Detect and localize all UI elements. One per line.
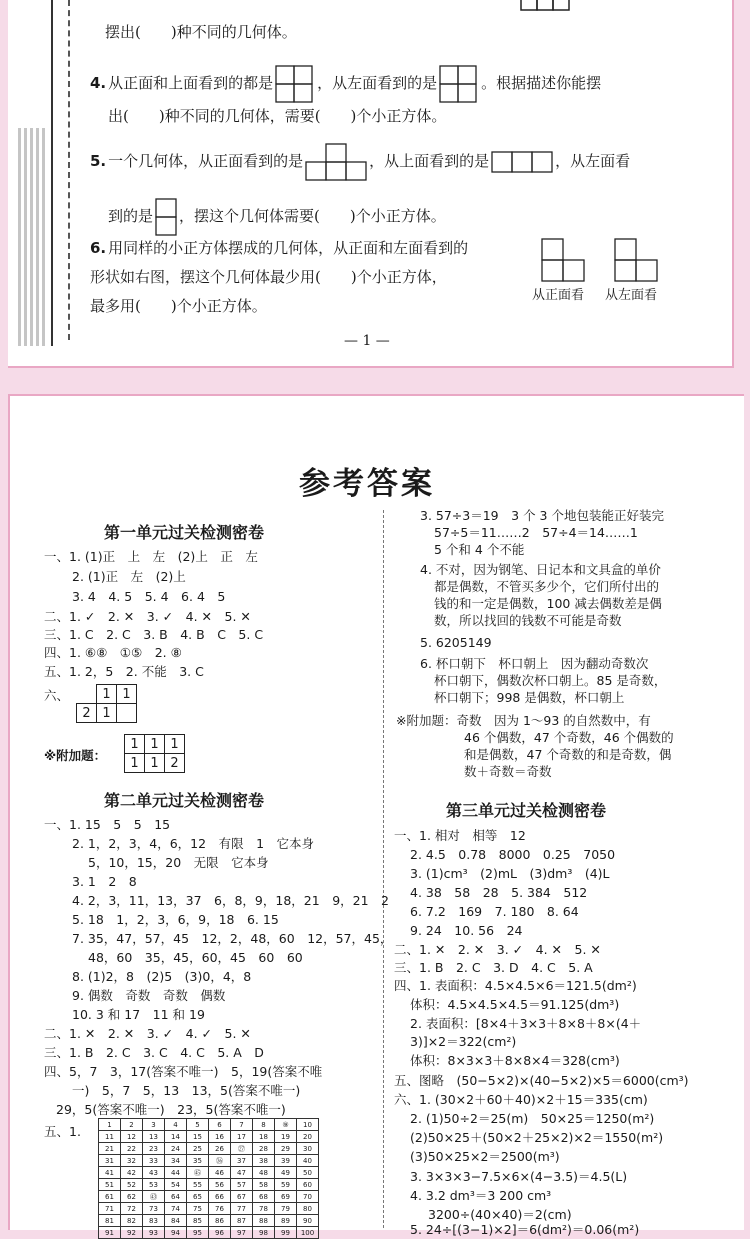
unit3-line: 3. (1)cm³ (2)mL (3)dm³ (4)L: [410, 866, 610, 881]
hundred-grid-cell: 67: [231, 1191, 253, 1203]
q4-number: 4.: [90, 74, 107, 92]
hundred-grid-cell: 92: [121, 1227, 143, 1239]
unit1-line: 一、1. (1)正 上 左 (2)上 正 左: [44, 549, 258, 564]
hundred-grid-cell: 23: [143, 1143, 165, 1155]
hundred-grid-cell: 30: [297, 1143, 319, 1155]
hundred-grid-cell: 43: [143, 1167, 165, 1179]
unit1-line: 四、1. ⑥⑧ ①⑤ 2. ⑧: [44, 645, 182, 660]
hundred-grid-cell: 85: [187, 1215, 209, 1227]
hundred-grid-row: [99, 1119, 319, 1131]
unit3-line: 三、1. B 2. C 3. D 4. C 5. A: [394, 960, 593, 975]
q3-tail: 摆出( )种不同的几何体。: [105, 23, 297, 41]
unit1-line: 五、1. 2，5 2. 不能 3. C: [44, 664, 204, 679]
hundred-grid-cell: ㊸: [143, 1191, 165, 1203]
unit2-line: 二、1. ✕ 2. ✕ 3. ✓ 4. ✓ 5. ✕: [44, 1026, 251, 1041]
hundred-grid-row: [99, 1131, 319, 1143]
hundred-grid-cell: 13: [143, 1131, 165, 1143]
unit1-line: 二、1. ✓ 2. ✕ 3. ✓ 4. ✕ 5. ✕: [44, 609, 251, 624]
hundred-grid-cell: 86: [209, 1215, 231, 1227]
hundred-grid-row: [99, 1155, 319, 1167]
right-column-line: 5. 6205149: [420, 635, 492, 650]
hundred-grid-cell: ㊺: [187, 1167, 209, 1179]
right-column-line: 4. 不对，因为钢笔、日记本和文具盒的单价: [420, 562, 661, 577]
hundred-grid-cell: 60: [297, 1179, 319, 1191]
question-5-line-2: [108, 198, 446, 236]
partial-cube-figure: [520, 0, 570, 12]
hundred-grid-cell: 96: [209, 1227, 231, 1239]
q4-text-a: 从正面和上面看到的都是: [108, 74, 274, 92]
unit3-line: 一、1. 相对 相等 12: [394, 828, 526, 843]
hundred-grid-cell: 89: [275, 1215, 297, 1227]
unit3-line: 二、1. ✕ 2. ✕ 3. ✓ 4. ✕ 5. ✕: [394, 942, 601, 957]
hundred-grid-cell: 15: [187, 1131, 209, 1143]
q5-text-c: ，从左面看: [555, 152, 631, 170]
hundred-grid-cell: 26: [209, 1143, 231, 1155]
grid-cell: 1: [125, 754, 145, 773]
unit3-line: 4. 3.2 dm³＝3 200 cm³: [410, 1188, 552, 1203]
q6-front-view-figure: [541, 238, 585, 282]
q4-text-b: ，从左面看到的是: [317, 74, 438, 92]
hundred-grid-cell: 12: [121, 1131, 143, 1143]
grid-cell: 1: [145, 735, 165, 754]
hundred-grid-cell: 68: [253, 1191, 275, 1203]
unit1-line: 3. 4 4. 5 5. 4 6. 4 5: [72, 589, 226, 604]
hundred-grid-cell: 82: [121, 1215, 143, 1227]
unit3-line: 四、1. 表面积：4.5×4.5×6＝121.5(dm²): [394, 978, 637, 993]
hundred-grid-cell: 42: [121, 1167, 143, 1179]
hundred-grid-cell: 58: [253, 1179, 275, 1191]
hundred-grid-cell: 73: [143, 1203, 165, 1215]
question-6-line-3: 最多用( )个小正方体。: [90, 297, 267, 315]
hundred-number-grid: [98, 1118, 319, 1239]
unit3-line: (3)50×25×2＝2500(m³): [410, 1149, 560, 1164]
unit2-line: 29，5(答案不唯一) 23，5(答案不唯一): [56, 1102, 286, 1117]
hundred-grid-cell: 7: [231, 1119, 253, 1131]
hundred-grid-cell: 10: [297, 1119, 319, 1131]
unit1-extra-grid: [124, 734, 185, 773]
hundred-grid-cell: 21: [99, 1143, 121, 1155]
hundred-grid-cell: 39: [275, 1155, 297, 1167]
hundred-grid-cell: ⑨: [275, 1119, 297, 1131]
grid-cell: 1: [125, 735, 145, 754]
unit1-line: 三、1. C 2. C 3. B 4. B C 5. C: [44, 627, 264, 642]
right-column-line: 3. 57÷3＝19 3 个 3 个地包装能正好装完: [420, 508, 664, 523]
hundred-grid-cell: 83: [143, 1215, 165, 1227]
hundred-grid-cell: 6: [209, 1119, 231, 1131]
question-4-line-2: 出( )种不同的几何体，需要( )个小正方体。: [108, 107, 447, 125]
hundred-grid-cell: 32: [121, 1155, 143, 1167]
hundred-grid-cell: 70: [297, 1191, 319, 1203]
hundred-grid-cell: 20: [297, 1131, 319, 1143]
hundred-grid-cell: 99: [275, 1227, 297, 1239]
q4-left-view-figure: [439, 65, 479, 103]
grid-cell: 1: [117, 685, 137, 704]
unit2-line: 5，10，15，20 无限 它本身: [88, 855, 269, 870]
hundred-grid-cell: 24: [165, 1143, 187, 1155]
q6-number: 6.: [90, 239, 107, 257]
hundred-grid-cell: 47: [231, 1167, 253, 1179]
hundred-grid-cell: ㉗: [231, 1143, 253, 1155]
hundred-grid-cell: 98: [253, 1227, 275, 1239]
unit2-line: 10. 3 和 17 11 和 19: [72, 1007, 205, 1022]
hundred-grid-cell: 94: [165, 1227, 187, 1239]
unit1-extra-label: ※附加题：: [44, 748, 107, 763]
unit2-line: 3. 1 2 8: [72, 874, 137, 889]
binding-stripes: [18, 128, 48, 346]
hundred-grid-cell: ㊱: [209, 1155, 231, 1167]
hundred-grid-cell: 54: [165, 1179, 187, 1191]
hundred-grid-cell: 2: [121, 1119, 143, 1131]
hundred-grid-cell: 59: [275, 1179, 297, 1191]
hundred-grid-cell: 4: [165, 1119, 187, 1131]
unit2-line-five: 五、1.: [44, 1124, 81, 1139]
right-column-line: 和是偶数，47 个奇数的和是奇数，偶: [464, 747, 672, 762]
right-column-line: 钱的和一定是偶数，100 减去偶数差是偶: [434, 596, 662, 611]
hundred-grid-cell: 55: [187, 1179, 209, 1191]
hundred-grid-cell: 16: [209, 1131, 231, 1143]
hundred-grid-cell: 52: [121, 1179, 143, 1191]
right-column-line: ※附加题：奇数 因为 1～93 的自然数中，有: [396, 713, 651, 728]
q5-text-d: 到的是: [108, 207, 154, 225]
hundred-grid-cell: 57: [231, 1179, 253, 1191]
hundred-grid-cell: 65: [187, 1191, 209, 1203]
unit3-heading: 第三单元过关检测密卷: [446, 801, 607, 820]
unit2-line: 7. 35，47，57，45 12，2，48，60 12，57，45，: [72, 931, 393, 946]
unit2-line: 一) 5，7 5，13 13，5(答案不唯一): [72, 1083, 301, 1098]
unit3-line: 2. 4.5 0.78 8000 0.25 7050: [410, 847, 616, 862]
question-5-line-1: [90, 143, 630, 181]
workbook-page-1: [8, 0, 734, 368]
caption-from-front: 从正面看: [532, 288, 585, 303]
right-column-line: 数＋奇数＝奇数: [464, 764, 552, 779]
hundred-grid-cell: 79: [275, 1203, 297, 1215]
hundred-grid-cell: 62: [121, 1191, 143, 1203]
hundred-grid-cell: 93: [143, 1227, 165, 1239]
right-column-line: 46 个偶数，47 个奇数，46 个偶数的: [464, 730, 674, 745]
hundred-grid-cell: 17: [231, 1131, 253, 1143]
unit2-line: 四、5，7 3，17(答案不唯一) 5，19(答案不唯: [44, 1064, 323, 1079]
hundred-grid-cell: 41: [99, 1167, 121, 1179]
q5-number: 5.: [90, 152, 107, 170]
hundred-grid-cell: 28: [253, 1143, 275, 1155]
hundred-grid-cell: 18: [253, 1131, 275, 1143]
hundred-grid-row: [99, 1203, 319, 1215]
q5-text-b: ，从上面看到的是: [369, 152, 490, 170]
hundred-grid-cell: 25: [187, 1143, 209, 1155]
q5-text-a: 一个几何体，从正面看到的是: [108, 152, 304, 170]
unit2-line: 48，60 35，45，60，45 60 60: [88, 950, 303, 965]
hundred-grid-cell: 81: [99, 1215, 121, 1227]
unit3-line: 3)]×2＝322(cm²): [410, 1034, 517, 1049]
unit2-line: 9. 偶数 奇数 奇数 偶数: [72, 988, 226, 1003]
hundred-grid-cell: 64: [165, 1191, 187, 1203]
q6-text-1: 用同样的小正方体摆成的几何体，从正面和左面看到的: [108, 239, 469, 257]
grid-cell: [77, 685, 97, 704]
hundred-grid-cell: 78: [253, 1203, 275, 1215]
right-column-line: 5 个和 4 个不能: [434, 542, 525, 557]
hundred-grid-cell: 8: [253, 1119, 275, 1131]
hundred-grid-cell: 75: [187, 1203, 209, 1215]
unit2-line: 8. (1)2，8 (2)5 (3)0，4，8: [72, 969, 252, 984]
unit3-line: 4. 38 58 28 5. 384 512: [410, 885, 588, 900]
hundred-grid-cell: 19: [275, 1131, 297, 1143]
unit3-line: 6. 7.2 169 7. 180 8. 64: [410, 904, 579, 919]
q5-left-view-figure: [155, 198, 177, 236]
hundred-grid-cell: 56: [209, 1179, 231, 1191]
margin-line: [51, 0, 53, 346]
hundred-grid-cell: 71: [99, 1203, 121, 1215]
grid-cell: 2: [165, 754, 185, 773]
hundred-grid-cell: 14: [165, 1131, 187, 1143]
column-divider: [383, 510, 384, 1228]
unit3-line: 3. 3×3×3−7.5×6×(4−3.5)＝4.5(L): [410, 1169, 628, 1184]
hundred-grid-cell: 49: [275, 1167, 297, 1179]
question-4-line-1: [90, 65, 601, 103]
hundred-grid-cell: 29: [275, 1143, 297, 1155]
question-6-line-1: [90, 238, 468, 258]
unit2-line: 4. 2，3，11，13，37 6，8，9，18，21 9，21 2: [72, 893, 390, 908]
hundred-grid-cell: 22: [121, 1143, 143, 1155]
hundred-grid-cell: 69: [275, 1191, 297, 1203]
hundred-grid-cell: 72: [121, 1203, 143, 1215]
hundred-grid-row: [99, 1143, 319, 1155]
hundred-grid-cell: 74: [165, 1203, 187, 1215]
right-column-line: 杯口朝下；998 是偶数，杯口朝上: [434, 690, 625, 705]
hundred-grid-cell: 1: [99, 1119, 121, 1131]
q5-front-view-figure: [305, 143, 367, 181]
hundred-grid-cell: 80: [297, 1203, 319, 1215]
hundred-grid-cell: 84: [165, 1215, 187, 1227]
hundred-grid-cell: 53: [143, 1179, 165, 1191]
page-number: — 1 —: [344, 333, 390, 349]
hundred-grid-cell: 44: [165, 1167, 187, 1179]
hundred-grid-cell: 50: [297, 1167, 319, 1179]
hundred-grid-row: [99, 1191, 319, 1203]
unit1-heading: 第一单元过关检测密卷: [104, 523, 265, 542]
hundred-grid-cell: 88: [253, 1215, 275, 1227]
unit2-line: 2. 1，2，3，4，6，12 有限 1 它本身: [72, 836, 315, 851]
grid-cell: 1: [97, 685, 117, 704]
unit3-line: 六、1. (30×2＋60＋40)×2＋15＝335(cm): [394, 1092, 648, 1107]
unit3-line: 3200÷(40×40)＝2(cm): [428, 1207, 572, 1222]
hundred-grid-cell: 48: [253, 1167, 275, 1179]
grid-cell: 2: [77, 704, 97, 723]
unit3-line: 体积：4.5×4.5×4.5＝91.125(dm³): [410, 997, 620, 1012]
grid-cell: 1: [165, 735, 185, 754]
unit3-line: 9. 24 10. 56 24: [410, 923, 523, 938]
unit3-line: 体积：8×3×3＋8×8×4＝328(cm³): [410, 1053, 620, 1068]
right-column-line: 6. 杯口朝下 杯口朝上 因为翻动奇数次: [420, 656, 649, 671]
hundred-grid-row: [99, 1227, 319, 1239]
unit1-line: 2. (1)正 左 (2)上: [72, 569, 186, 584]
hundred-grid-cell: 95: [187, 1227, 209, 1239]
q4-view-square-2x2-figure: [275, 65, 315, 103]
unit3-line: 2. 表面积：[8×4＋3×3＋8×8＋8×(4＋: [410, 1016, 642, 1031]
hundred-grid-row: [99, 1179, 319, 1191]
unit1-six-grid: [76, 684, 137, 723]
hundred-grid-cell: 100: [297, 1227, 319, 1239]
grid-cell: 1: [97, 704, 117, 723]
hundred-grid-cell: 31: [99, 1155, 121, 1167]
unit3-line: (2)50×25＋(50×2＋25×2)×2＝1550(m²): [410, 1130, 664, 1145]
q4-text-c: 。根据描述你能摆: [481, 74, 602, 92]
answer-key-title: 参考答案: [299, 466, 435, 502]
hundred-grid-cell: 34: [165, 1155, 187, 1167]
right-column-line: 都是偶数，不管买多少个，它们所付出的: [434, 579, 660, 594]
hundred-grid-cell: 46: [209, 1167, 231, 1179]
right-column-line: 57÷5＝11……2 57÷4＝14……1: [434, 525, 638, 540]
unit2-line: 三、1. B 2. C 3. C 4. C 5. A D: [44, 1045, 264, 1060]
unit2-line: 一、1. 15 5 5 15: [44, 817, 171, 832]
grid-cell: [117, 704, 137, 723]
hundred-grid-cell: 38: [253, 1155, 275, 1167]
hundred-grid-cell: 35: [187, 1155, 209, 1167]
unit3-line: 5. 24÷[(3−1)×2]＝6(dm²)＝0.06(m²): [410, 1222, 640, 1237]
unit1-line-six: 六、: [44, 688, 70, 703]
hundred-grid-cell: 40: [297, 1155, 319, 1167]
grid-cell: 1: [145, 754, 165, 773]
hundred-grid-cell: 97: [231, 1227, 253, 1239]
q6-left-view-figure: [614, 238, 658, 282]
hundred-grid-cell: 91: [99, 1227, 121, 1239]
unit3-line: 2. (1)50÷2＝25(m) 50×25＝1250(m²): [410, 1111, 655, 1126]
hundred-grid-cell: 66: [209, 1191, 231, 1203]
q5-text-e: ，摆这个几何体需要( )个小正方体。: [179, 207, 446, 225]
hundred-grid-cell: 33: [143, 1155, 165, 1167]
hundred-grid-cell: 37: [231, 1155, 253, 1167]
hundred-grid-cell: 61: [99, 1191, 121, 1203]
hundred-grid-cell: 76: [209, 1203, 231, 1215]
cut-line: [68, 0, 70, 340]
hundred-grid-cell: 87: [231, 1215, 253, 1227]
question-6-line-2: 形状如右图，摆这个几何体最少用( )个小正方体，: [90, 268, 447, 286]
caption-from-left: 从左面看: [605, 288, 658, 303]
hundred-grid-cell: 5: [187, 1119, 209, 1131]
right-column-line: 杯口朝下，偶数次杯口朝上。85 是奇数，: [434, 673, 667, 688]
hundred-grid-row: [99, 1167, 319, 1179]
hundred-grid-row: [99, 1215, 319, 1227]
q5-top-view-figure: [491, 151, 553, 173]
hundred-grid-cell: 3: [143, 1119, 165, 1131]
hundred-grid-cell: 90: [297, 1215, 319, 1227]
unit2-line: 5. 18 1，2，3，6，9，18 6. 15: [72, 912, 279, 927]
right-column-line: 数，所以找回的钱数不可能是奇数: [434, 613, 622, 628]
hundred-grid-cell: 77: [231, 1203, 253, 1215]
unit3-line: 五、图略 (50−5×2)×(40−5×2)×5＝6000(cm³): [394, 1073, 689, 1088]
unit2-heading: 第二单元过关检测密卷: [104, 791, 265, 810]
hundred-grid-cell: 51: [99, 1179, 121, 1191]
hundred-grid-cell: 11: [99, 1131, 121, 1143]
